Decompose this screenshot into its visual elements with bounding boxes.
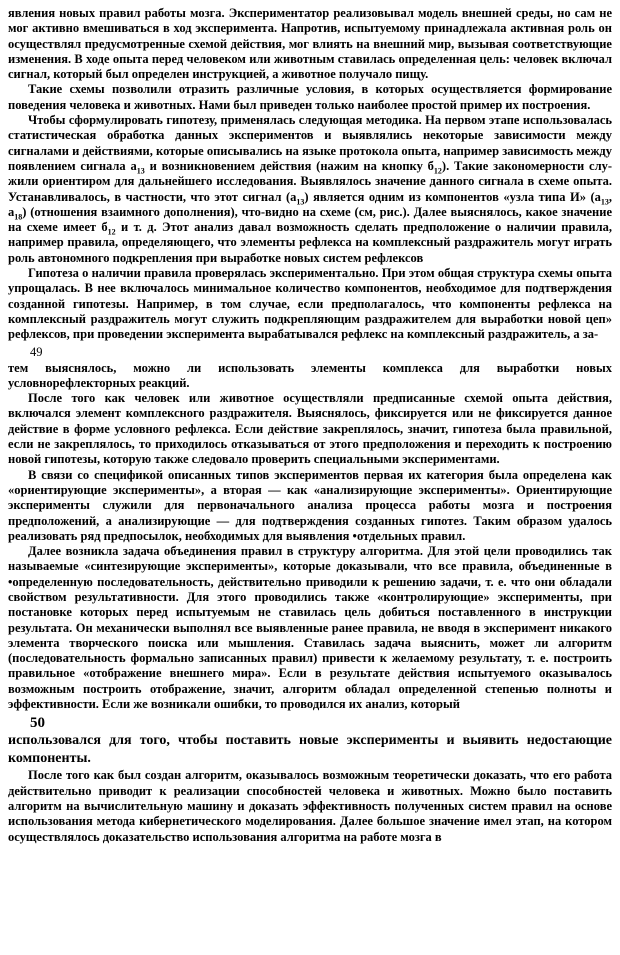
paragraph-text: Такие схемы позволили отразить различные условия, в которых осуществляется формирование поведения человека и животных. Нами был приведен только наиболее простой пример их построения. bbox=[8, 82, 612, 112]
paragraph bbox=[8, 768, 612, 844]
paragraph-text: , а bbox=[8, 189, 612, 219]
text-block-page-50 bbox=[8, 361, 612, 713]
paragraph-text: и возникновением действия (нажим на кнопку б bbox=[144, 158, 434, 173]
paragraph-text: тем выяснялось, можно ли использовать элементы комплекса для выработки новых условнорефлекторных реакций. bbox=[8, 360, 612, 390]
paragraph bbox=[8, 391, 612, 467]
paragraph bbox=[8, 361, 612, 392]
paragraph-text: В связи со спецификой описанных типов экспериментов первая их категория была определена как «ориентирующие эксперименты», а вторая — как «анализирующие эксперименты». Ориентирующие эксперименты служили для первоначального анализа процесса работы мозга и построения предположений, а анализирующие — для подтверждения созданных гипотез. Таким образом удалось реализовать ряд предпосылок, необходимых для выявления •отдельных правил. bbox=[8, 467, 612, 543]
paragraph bbox=[8, 82, 612, 113]
paragraph-text: явления новых правил работы мозга. Экспериментатор реализовывал модель внешней среды, но сам не мог активно вмешиваться в ход эксперимента. Напротив, испытуемому принадлежала активная роль он осуществлял предусмотренные схемой действия, мог влиять на внешний мир, вызывая соответствующие изменения. В ходе опыта перед человеком или животным ставилась определенная цель: человек включал сигнал, который был определен инструкцией, а животное получало пищу. bbox=[8, 6, 612, 82]
paragraph-text: ). Такие закономерности слу-жили ориентиром для дальнейшего исследования. Выявлялось значение данного сигнала в схеме опыта. Устанавливалось, в частности, что этот сигнал (а bbox=[8, 158, 613, 204]
paragraph-text: Далее возникла задача объединения правил в структуру алгоритма. Для этой цели проводились так называемые «синтезирующие эксперименты», которые доказывали, что все правила, объединенные в •определенную последовательность, действительно приводили к решению задачи, т. е. что они обладали свойством результативности. Для этого проводились также «контролирующие» эксперименты, при постановке которых перед испытуемым не ставилась цель добиться поставленного в инструкции результата. Он механически выполнял все выявленные ранее правила, не вводя в эксперимент никакого элемента творческого поиска или мышления. Ставилась задача выяснить, может ли алгоритм (последовательность формально записанных правил) привести к желаемому результату, т. е. построить правильное «отображение внешнего мира». Если в результате действия испытуемого оказывалось возможным построить отображение, значит, алгоритм обладал определенной степенью полноты и эффективности. Если же возникали ошибки, то проводился их анализ, который bbox=[8, 544, 612, 712]
paragraph-text: ) (отношения взаимного дополнения), что-видно на схеме (см, рис.). Далее выяснялось, какое значение на схеме имеет б bbox=[8, 204, 612, 235]
paragraph-text: После того как был создан алгоритм, оказывалось возможным теоретически доказать, что его работа действительно приводит к реализации способностей человека и животных. Можно было поставить алгоритм на вычислительную машину и доказать эффективность полученных систем правил на основе использования метода кибернетического моделирования. Далее большое значение имел этап, на котором осуществлялось доказательство использования алгоритма на работе мозга в bbox=[8, 768, 612, 844]
paragraph bbox=[8, 266, 612, 342]
paragraph bbox=[8, 732, 612, 768]
page-number: 49 bbox=[30, 344, 43, 359]
paragraph-text: Гипотеза о наличии правила проверялась экспериментально. При этом общая структура схемы опыта упрощалась. В нее включалось минимальное количество компонентов, необходимое для подтверждения созданной гипотезы. Например, в том случае, если предполагалось, что компоненты рефлекса на комплексный раздражитель могут служить подкрепляющим раздражителем для выработки новой цеп» рефлексов, при проведении эксперимента вырабатывался рефлекс на комплексный раздражитель, а за- bbox=[8, 266, 612, 342]
text-block-page-51 bbox=[8, 732, 612, 844]
subscript: 18 bbox=[14, 212, 23, 222]
paragraph bbox=[8, 468, 612, 544]
paragraph-text: использовался для того, чтобы поставить новые эксперименты и выявить недостающие компоненты. bbox=[8, 733, 612, 767]
paragraph-text: После того как человек или животное осуществляли предписанные схемой опыта действия, включался элемент комплексного раздражителя. Выяснялось, фиксируется или не фиксируется данное действие в форме условного рефлекса. Если действие закреплялось, значит, гипотеза была правильной, если не закреплялось, то приходилось отказываться от этого предположения и переходить к построению новой гипотезы, которую также следовало проверить специальными экспериментами. bbox=[8, 391, 612, 467]
paragraph bbox=[8, 544, 612, 712]
paragraph-text: ) является одним из компонентов «узла типа И» (а bbox=[304, 189, 601, 204]
paragraph bbox=[8, 113, 612, 266]
subscript: 12 bbox=[107, 227, 116, 237]
subscript: 13 bbox=[600, 197, 609, 207]
subscript: 13 bbox=[296, 197, 305, 207]
subscript: 12 bbox=[433, 166, 442, 176]
page-number: 50 bbox=[30, 715, 45, 732]
paragraph bbox=[8, 6, 612, 82]
paragraph-text: Чтобы сформулировать гипотезу, применялась следующая методика. На первом этапе использовалась статистическая обработка данных экспериментов и выявлялись некоторые зависимости между сигналами и действиями, которые описывались на языке протокола опыта, например зависимость между появлением сигнала а bbox=[8, 113, 612, 173]
subscript: 13 bbox=[136, 166, 145, 176]
paragraph-text: и т. д. Этот анализ давал возможность сделать предположение о наличии правила, например правила, определяющего, что элементы рефлекса на комплексный раздражитель могут играть роль автономного подкрепления при выработке новых систем рефлексов bbox=[8, 220, 612, 265]
text-block-page-49 bbox=[8, 6, 612, 343]
